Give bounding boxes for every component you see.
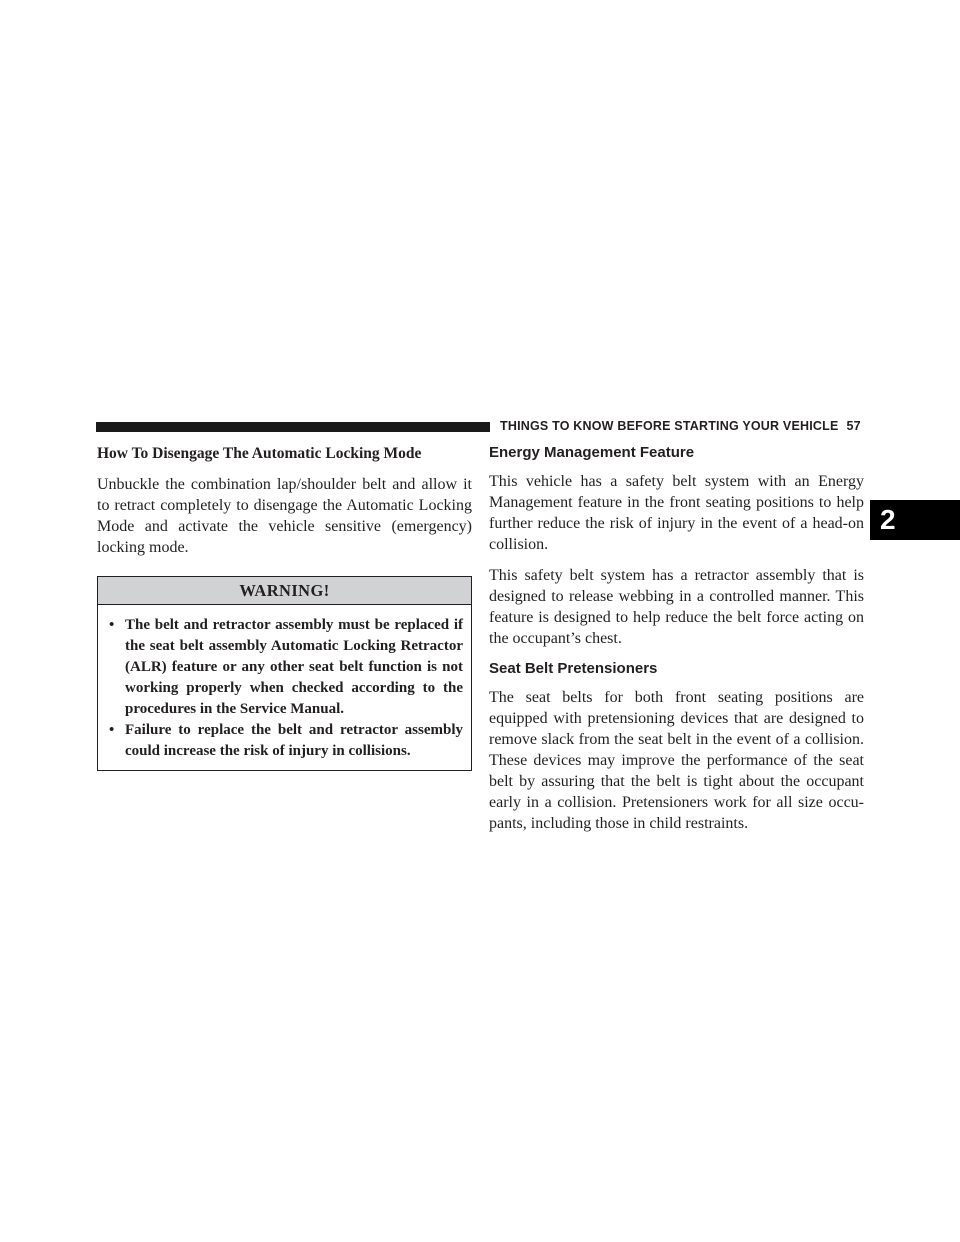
page-number: 57 [846,419,861,433]
warning-box [97,576,472,771]
header-rule [96,422,490,432]
pretensioners-paragraph: The seat belts for both front seating positions are equipped with pretensioning devices that are designed to remove slack from the seat belt in the event of a collision. These devices may improve the performance of the seat belt by assuring that the belt is tight about the occupant early in a collision. Pretensioners work for all size occu-pants, including those in child restraints. [489,689,864,832]
disengage-paragraph: Unbuckle the combination lap/shoulder belt and allow it to retract completely to disengage the Automatic Locking Mode and activate the vehicle sensitive (emergency) locking mode. [97,476,472,556]
right-column [489,443,864,844]
bullet-icon: • [109,722,115,738]
warning-title: WARNING! [98,577,471,605]
warning-item-text: The belt and retractor assembly must be replaced if the seat belt assembly Automatic Locking Retractor (ALR) feature or any other seat belt function is not working properly when checked according to the procedures in the Service Manual. [125,617,463,717]
running-header [500,419,861,433]
warning-list [98,605,471,770]
chapter-tab: 2 [870,500,960,540]
energy-management-heading: Energy Management Feature [489,444,695,461]
section-title: THINGS TO KNOW BEFORE STARTING YOUR VEHICLE [500,419,839,433]
energy-paragraph: This safety belt system has a retractor assembly that is designed to release webbing in a controlled manner. This feature is designed to help reduce the belt force acting on the occupant’s chest. [489,567,864,647]
warning-item [106,720,463,762]
energy-paragraph: This vehicle has a safety belt system with an Energy Management feature in the front seating positions to help further reduce the risk of injury in the event of a head-on collision. [489,473,864,553]
pretensioners-heading: Seat Belt Pretensioners [489,660,658,677]
left-column [97,443,472,771]
warning-item-text: Failure to replace the belt and retractor assembly could increase the risk of injury in collisions. [125,722,463,759]
bullet-icon: • [109,617,115,633]
disengage-heading: How To Disengage The Automatic Locking Mode [97,445,422,462]
warning-item [106,615,463,720]
